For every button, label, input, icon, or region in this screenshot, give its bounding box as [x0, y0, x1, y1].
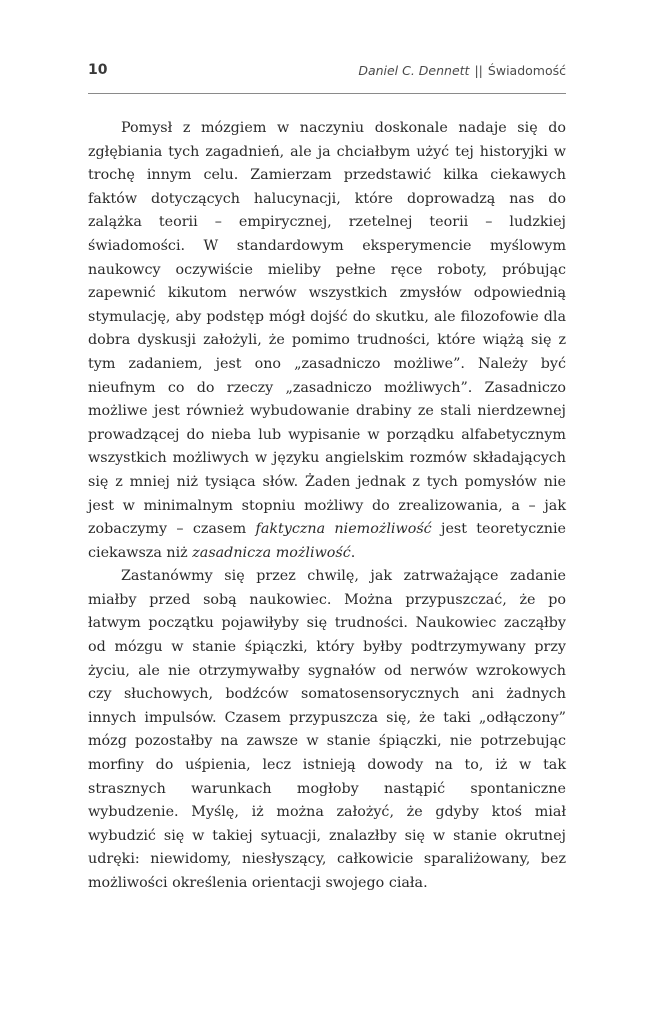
text-segment: Pomysł z mózgiem w naczyniu doskonale nadaje się do zgłębiania tych zagadnień, ale ja chciałbym użyć tej historyjki w trochę innym celu. Zamierzam przedstawić kilka ciekawych faktów dotyczących halucynacji, które doprowadzą nas do zalążka teorii – empirycznej, rzetelnej teorii – ludzkiej świadomości. W standardowym eksperymencie myślowym naukowcy oczywiście mieliby pełne ręce roboty, próbując zapewnić kikutom nerwów wszystkich zmysłów odpowiednią stymulację, aby podstęp mógł dojść do skutku, ale filozofowie dla dobra dyskusji założyli, że pomimo trudności, które wiążą się z tym zadaniem, jest ono „zasadniczo możliwe”. Należy być nieufnym co do rzeczy „zasadniczo możliwych”. Zasadniczo możliwe jest również wybudowanie drabiny ze stali nierdzewnej prowadzącej do nieba lub wypisanie w porządku alfabetycznym wszystkich możliwych w języku angielskim rozmów składających się z mniej niż tysiąca słów. Żaden jednak z tych pomysłów nie jest w minimalnym stopniu możliwy do zrealizowania, a – jak zobaczymy – czasem — [88, 120, 566, 538]
paragraph-1 — [88, 117, 566, 565]
text-segment: jest teoretycznie ciekawsza niż — [88, 521, 566, 561]
italic-phrase: faktyczna niemożliwość — [255, 521, 432, 538]
paragraph-2 — [88, 565, 566, 895]
body-text — [88, 117, 566, 896]
running-head — [88, 60, 566, 88]
header-separator: || — [474, 63, 483, 78]
page-number: 10 — [88, 62, 108, 78]
header-book-title: Świadomość — [487, 63, 566, 78]
header-author: Daniel C. Dennett — [358, 63, 470, 78]
text-segment: Zastanówmy się przez chwilę, jak zatrważające zadanie miałby przed sobą naukowiec. Można przypuszczać, że po łatwym początku pojawiłyby się trudności. Naukowiec zacząłby od mózgu w stanie śpiączki, który byłby podtrzymywany przy życiu, ale nie otrzymywałby sygnałów od nerwów wzrokowych czy słuchowych, bodźców somatosensorycznych ani żadnych innych impulsów. Czasem przypuszcza się, że taki „odłączony” mózg pozostałby na zawsze w stanie śpiączki, nie potrzebując morfiny do uśpienia, lecz istnieją dowody na to, iż w tak strasznych warunkach mogłoby nastąpić spontaniczne wybudzenie. Myślę, iż można założyć, że gdyby ktoś miał wybudzić się w takiej sytuacji, znalazłby się w stanie okrutnej udręki: niewidomy, niesłyszący, całkowicie sparaliżowany, bez możliwości określenia orientacji swojego ciała. — [88, 568, 566, 891]
italic-phrase: zasadnicza możliwość — [192, 544, 351, 561]
text-segment: . — [350, 544, 356, 561]
header-right — [358, 63, 566, 78]
header-rule — [88, 93, 566, 94]
